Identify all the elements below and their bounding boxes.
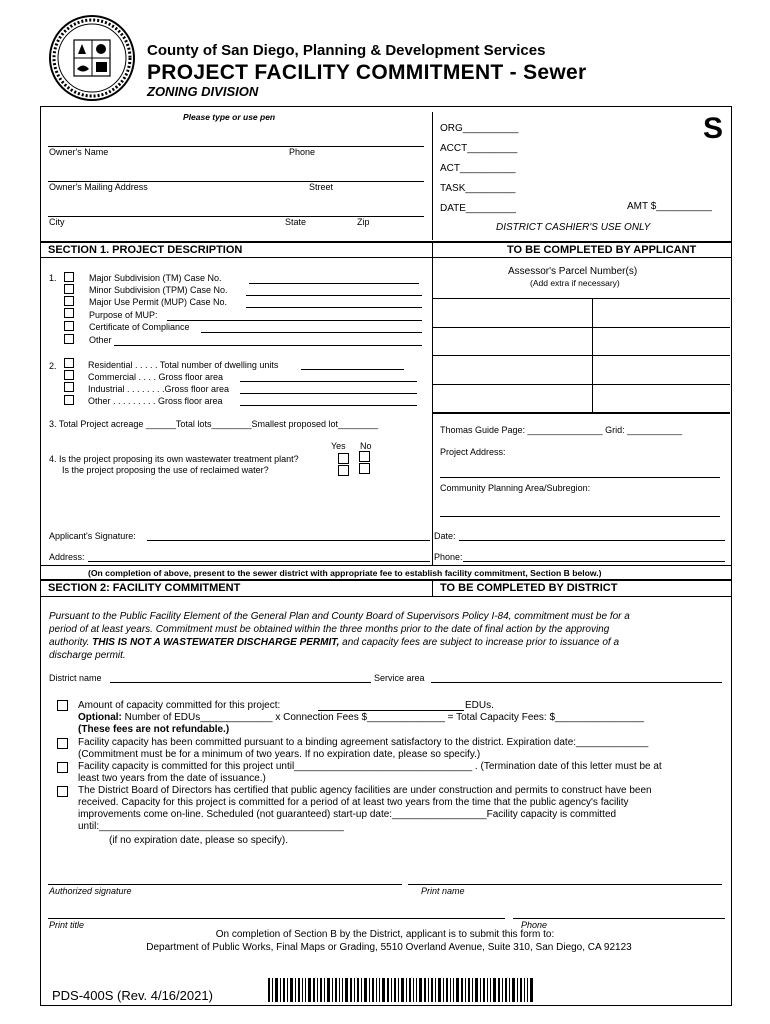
print-title-label: Print title: [49, 920, 85, 930]
apn-title: Assessor's Parcel Number(s): [508, 266, 638, 277]
completion-note: (On completion of above, present to the sewer district with appropriate fee to establish facility commitment, Section B below.): [88, 568, 602, 578]
checkbox-board-certified[interactable]: [57, 786, 68, 797]
checkbox-major-use-permit[interactable]: [64, 296, 74, 306]
item1-certificate: Certificate of Compliance: [89, 322, 190, 332]
district-name-line[interactable]: [110, 682, 371, 683]
thomas-guide[interactable]: Thomas Guide Page: _______________ Grid: ___________: [440, 425, 683, 435]
case-no-tpm-line[interactable]: [246, 295, 422, 296]
checkbox-commercial[interactable]: [64, 370, 74, 380]
act-field[interactable]: ACT__________: [440, 163, 516, 174]
submit-instruction: On completion of Section B by the District, applicant is to submit this form to:: [215, 929, 555, 940]
instruction-text: Please type or use pen: [183, 112, 276, 122]
purpose-mup-line[interactable]: [167, 320, 422, 321]
street-label: Street: [309, 182, 334, 192]
item1-minor-subdivision: Minor Subdivision (TPM) Case No.: [89, 285, 228, 295]
service-area-line[interactable]: [431, 682, 722, 683]
opt3-line-2: least two years from the date of issuance.): [78, 773, 266, 784]
submit-address: Department of Public Works, Final Maps or Grading, 5510 Overland Avenue, Suite 310, San Diego, CA 92123: [146, 942, 632, 953]
case-no-tm-line[interactable]: [249, 283, 419, 284]
case-no-mup-line[interactable]: [246, 307, 422, 308]
section1-right-title: TO BE COMPLETED BY APPLICANT: [507, 244, 697, 256]
checkbox-certificate-compliance[interactable]: [64, 321, 74, 331]
checkbox-major-subdivision[interactable]: [64, 272, 74, 282]
yes-label: Yes: [331, 441, 346, 451]
division-name: ZONING DIVISION: [147, 84, 259, 99]
form-title: PROJECT FACILITY COMMITMENT - Sewer: [147, 61, 587, 84]
checkbox-capacity-amount[interactable]: [57, 700, 68, 711]
edus-line[interactable]: [318, 710, 464, 711]
item1-number: 1.: [49, 273, 57, 283]
date-line[interactable]: [459, 540, 725, 541]
not-discharge-permit: THIS IS NOT A WASTEWATER DISCHARGE PERMIT,: [92, 637, 340, 648]
optional-label: Optional:: [78, 712, 122, 723]
intro-line-1: Pursuant to the Public Facility Element of the General Plan and County Board of Supervisors Policy I-84, commitment must be for a: [49, 611, 630, 622]
item1-major-use-permit: Major Use Permit (MUP) Case No.: [89, 297, 228, 307]
apn-cell-1[interactable]: [434, 300, 591, 326]
task-field[interactable]: TASK_________: [440, 183, 516, 194]
checkbox-reclaimed-yes[interactable]: [338, 465, 349, 476]
opt4-line-2: received. Capacity for this project is committed for a period of at least two years from the time that the public agency's facility: [78, 797, 629, 808]
opt4-line-4[interactable]: until:____________________________________________: [78, 821, 344, 832]
address-line[interactable]: [88, 561, 430, 562]
date-field[interactable]: DATE_________: [440, 203, 516, 214]
checkbox-purpose-mup[interactable]: [64, 308, 74, 318]
applicant-signature-line[interactable]: [147, 540, 430, 541]
section1-title: SECTION 1. PROJECT DESCRIPTION: [48, 244, 243, 256]
intro-line-3c: and capacity fees are subject to increase prior to issuance of a: [339, 637, 620, 648]
agency-name: County of San Diego, Planning & Development Services: [147, 42, 546, 59]
cpa-line[interactable]: [440, 516, 720, 517]
opt4-line-3[interactable]: improvements come on-line. Scheduled (not guaranteed) start-up date:_________________Facility capacity is committed: [78, 809, 617, 820]
checkbox-other[interactable]: [64, 334, 74, 344]
other-line[interactable]: [114, 345, 422, 346]
opt1-amount: Amount of capacity committed for this project:: [78, 700, 281, 711]
commercial-area-line[interactable]: [240, 381, 417, 382]
opt2-line-2: (Commitment must be for a minimum of two years. If no expiration date, please so specify.): [78, 749, 481, 760]
authorized-signature-label: Authorized signature: [49, 886, 132, 896]
phone-label-2: Phone:: [434, 552, 463, 562]
phone-line[interactable]: [463, 561, 725, 562]
phone-label-3: Phone: [521, 920, 548, 930]
section2-title: SECTION 2: FACILITY COMMITMENT: [48, 582, 241, 594]
phone-line-2[interactable]: [513, 918, 725, 919]
print-title-line[interactable]: [48, 918, 505, 919]
org-field[interactable]: ORG__________: [440, 123, 519, 134]
item2-other: Other . . . . . . . . . Gross floor area: [88, 396, 223, 406]
nonrefundable-note: (These fees are not refundable.): [78, 724, 230, 735]
item1-purpose-mup: Purpose of MUP:: [89, 310, 158, 320]
opt1-edus: EDUs.: [465, 700, 494, 711]
opt4-line-5: (if no expiration date, please so specify).: [109, 835, 288, 846]
service-area-label: Service area: [374, 673, 425, 683]
apn-subtitle: (Add extra if necessary): [530, 278, 620, 288]
apn-cell-2[interactable]: [594, 300, 729, 326]
mailing-address-label: Owner's Mailing Address: [49, 182, 148, 192]
owner-name-label: Owner's Name: [49, 147, 109, 157]
sewer-letter: S: [703, 112, 724, 145]
certificate-line[interactable]: [201, 332, 422, 333]
state-label: State: [285, 217, 307, 227]
acct-field[interactable]: ACCT_________: [440, 143, 518, 154]
section2-right-title: TO BE COMPLETED BY DISTRICT: [440, 582, 618, 594]
district-name-label: District name: [49, 673, 102, 683]
checkbox-plant-yes[interactable]: [338, 453, 349, 464]
checkbox-committed-until[interactable]: [57, 762, 68, 773]
industrial-area-line[interactable]: [240, 393, 417, 394]
checkbox-binding-agreement[interactable]: [57, 738, 68, 749]
cpa-label: Community Planning Area/Subregion:: [440, 483, 591, 493]
checkbox-residential[interactable]: [64, 358, 74, 368]
authorized-signature-line[interactable]: [48, 884, 402, 885]
checkbox-plant-no[interactable]: [359, 451, 370, 462]
item3-acreage: 3. Total Project acreage ______Total lots________Smallest proposed lot________: [49, 419, 379, 429]
checkbox-reclaimed-no[interactable]: [359, 463, 370, 474]
amt-field[interactable]: AMT $__________: [627, 201, 712, 212]
project-address-label: Project Address:: [440, 447, 506, 457]
no-label: No: [360, 441, 372, 451]
zip-label: Zip: [357, 217, 370, 227]
print-name-line[interactable]: [408, 884, 722, 885]
other-area-line[interactable]: [240, 405, 417, 406]
checkbox-industrial[interactable]: [64, 382, 74, 392]
item1-other: Other: [89, 335, 112, 345]
project-address-line[interactable]: [440, 477, 720, 478]
phone-label: Phone: [289, 147, 316, 157]
cashier-note: DISTRICT CASHIER'S USE ONLY: [496, 222, 651, 233]
opt2-line-1[interactable]: Facility capacity has been committed pursuant to a binding agreement satisfactory to the district. Expiration date:_____________: [78, 737, 649, 748]
checkbox-minor-subdivision[interactable]: [64, 284, 74, 294]
opt3-line-1[interactable]: Facility capacity is committed for this project until________________________________ . (Termination date of this letter must be at: [78, 761, 662, 772]
barcode: [268, 978, 534, 1002]
print-name-label: Print name: [421, 886, 465, 896]
dwelling-units-line[interactable]: [301, 369, 404, 370]
item2-commercial: Commercial . . . . Gross floor area: [88, 372, 224, 382]
item2-residential: Residential . . . . . Total number of dwelling units: [88, 360, 279, 370]
checkbox-other-use[interactable]: [64, 395, 74, 405]
item2-number: 2.: [49, 361, 57, 371]
opt4-line-1: The District Board of Directors has certified that public agency facilities are under construction and permits to construct have been: [78, 785, 652, 796]
county-seal: [48, 14, 136, 102]
item4-treatment-plant: 4. Is the project proposing its own wastewater treatment plant?: [49, 454, 299, 464]
address-label: Address:: [49, 552, 85, 562]
item1-major-subdivision: Major Subdivision (TM) Case No.: [89, 273, 222, 283]
item2-industrial: Industrial . . . . . . . .Gross floor area: [88, 384, 230, 394]
optional-text[interactable]: Number of EDUs_____________ x Connection Fees $______________ = Total Capacity Fees: $________________: [121, 712, 645, 723]
intro-line-2: period of at least years. Commitment must be obtained within the three months prior to the date of final action by the approving: [49, 624, 610, 635]
intro-line-3a: authority.: [49, 637, 93, 648]
item4-reclaimed-water: Is the project proposing the use of reclaimed water?: [62, 465, 269, 475]
applicant-signature-label: Applicant's Signature:: [49, 531, 136, 541]
city-label: City: [49, 217, 65, 227]
form-number: PDS-400S (Rev. 4/16/2021): [52, 988, 213, 1003]
intro-line-4: discharge permit.: [49, 650, 126, 661]
date-label: Date:: [434, 531, 456, 541]
